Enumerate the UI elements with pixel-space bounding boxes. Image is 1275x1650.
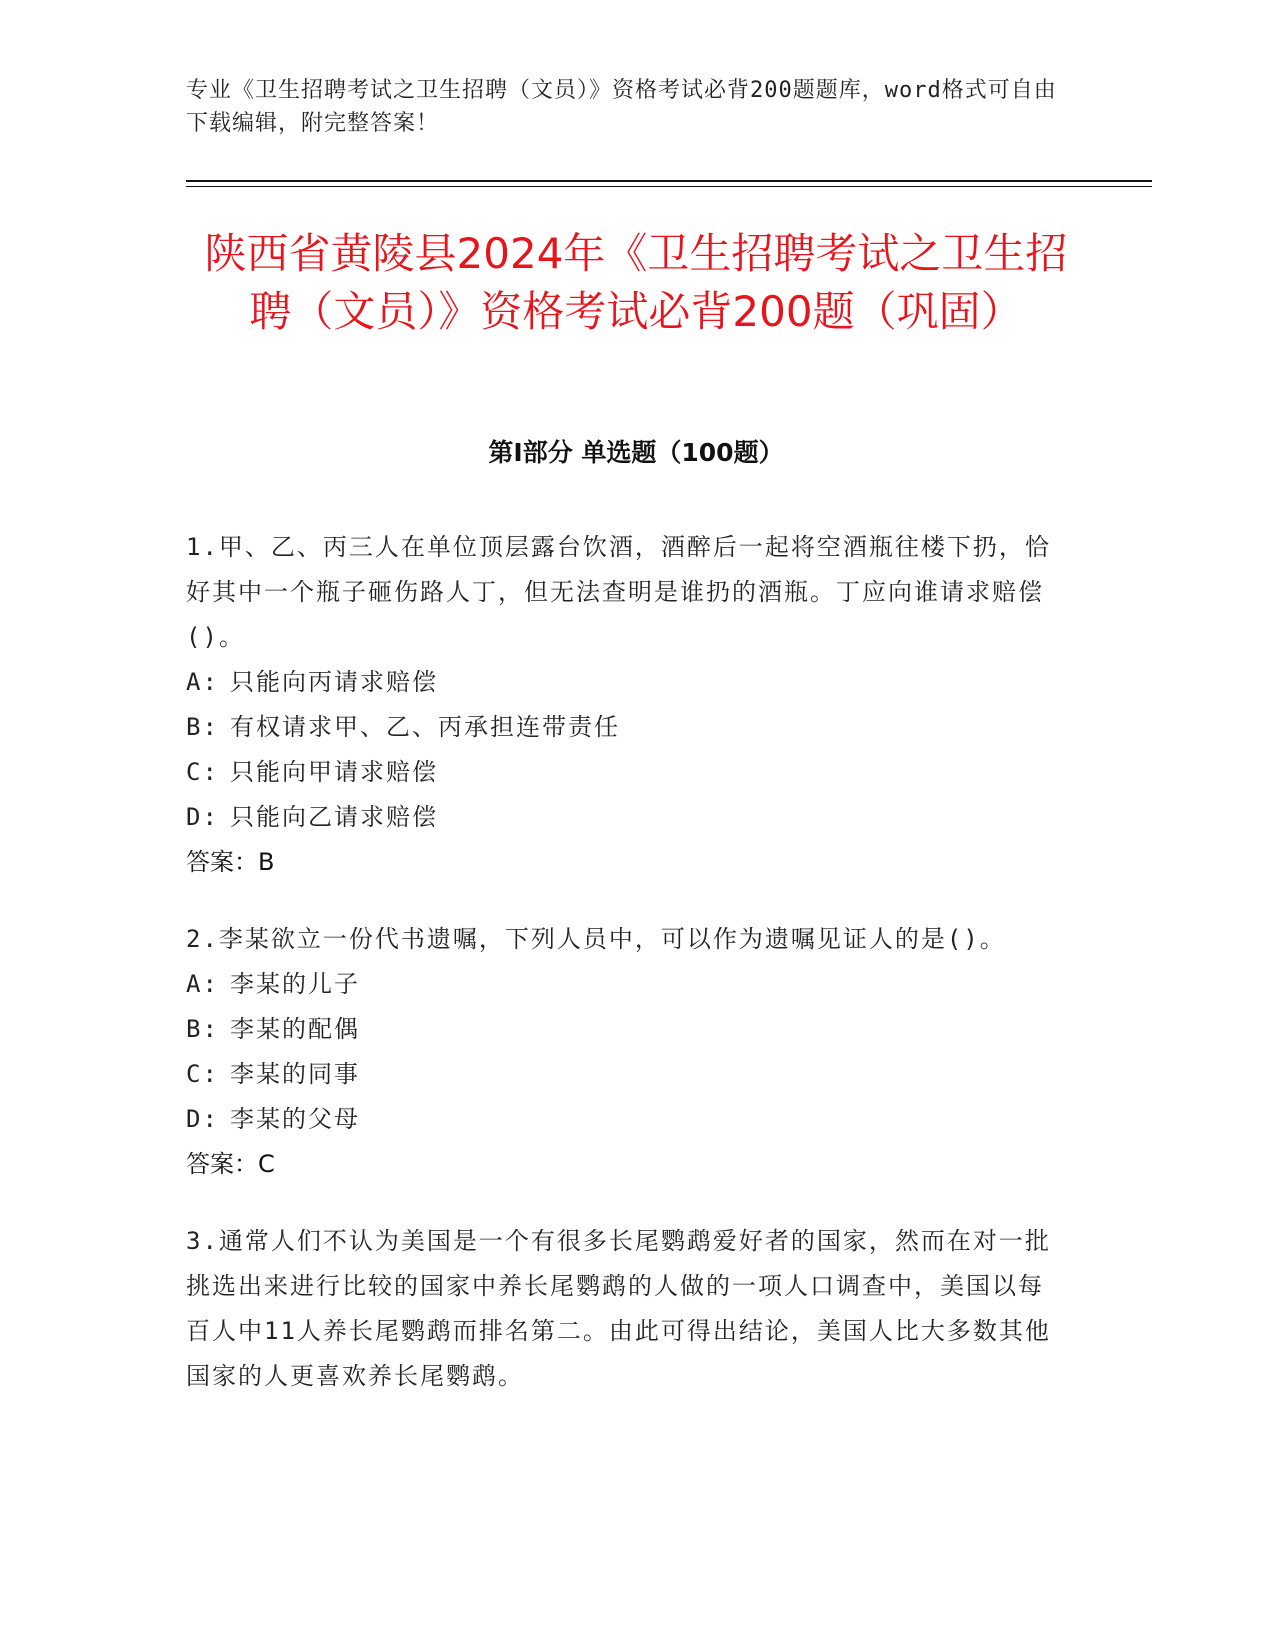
option-key: D: [186, 803, 219, 831]
option-text: 只能向乙请求赔偿 [230, 803, 438, 831]
question-stem: 3.通常人们不认为美国是一个有很多长尾鹦鹉爱好者的国家，然而在对一批挑选出来进行比较的国家中养长尾鹦鹉的人做的一项人口调查中，美国以每百人中11人养长尾鹦鹉而排名第二。由此可得出结论，美国人比大多数其他国家的人更喜欢养长尾鹦鹉。 [186, 1227, 1051, 1390]
option-text: 李某的儿子 [230, 970, 360, 998]
document-title: 陕西省黄陵县2024年《卫生招聘考试之卫生招聘（文员）》资格考试必背200题（巩固） [204, 229, 1068, 336]
section-title: 第I部分 单选题（100题） [488, 438, 784, 467]
header-rule-thin [186, 186, 1152, 187]
question-2 [186, 917, 1066, 1187]
header-rule-thick [186, 180, 1152, 182]
option-key: C: [186, 758, 219, 786]
option-text: 李某的配偶 [230, 1015, 360, 1043]
option-text: 只能向甲请求赔偿 [230, 758, 438, 786]
option-key: A: [186, 668, 219, 696]
option-c [186, 750, 1066, 795]
question-1 [186, 525, 1066, 885]
option-a [186, 962, 1066, 1007]
option-key: D: [186, 1105, 219, 1133]
option-b [186, 705, 1066, 750]
option-text: 有权请求甲、乙、丙承担连带责任 [230, 713, 620, 741]
option-key: B: [186, 1015, 219, 1043]
question-3 [186, 1219, 1066, 1399]
answer: 答案：B [186, 848, 275, 876]
option-text: 只能向丙请求赔偿 [230, 668, 438, 696]
question-list [186, 525, 1066, 1431]
option-a [186, 660, 1066, 705]
question-stem: 2.李某欲立一份代书遗嘱，下列人员中，可以作为遗嘱见证人的是()。 [186, 925, 1006, 953]
option-text: 李某的同事 [230, 1060, 360, 1088]
option-d [186, 1097, 1066, 1142]
option-text: 李某的父母 [230, 1105, 360, 1133]
option-key: A: [186, 970, 219, 998]
header-note: 专业《卫生招聘考试之卫生招聘（文员）》资格考试必背200题题库，word格式可自由下载编辑，附完整答案！ [186, 78, 1057, 136]
option-b [186, 1007, 1066, 1052]
option-key: B: [186, 713, 219, 741]
option-key: C: [186, 1060, 219, 1088]
option-c [186, 1052, 1066, 1097]
question-stem: 1.甲、乙、丙三人在单位顶层露台饮酒，酒醉后一起将空酒瓶往楼下扔，恰好其中一个瓶子砸伤路人丁，但无法查明是谁扔的酒瓶。丁应向谁请求赔偿()。 [186, 533, 1051, 651]
answer: 答案：C [186, 1150, 275, 1178]
option-d [186, 795, 1066, 840]
